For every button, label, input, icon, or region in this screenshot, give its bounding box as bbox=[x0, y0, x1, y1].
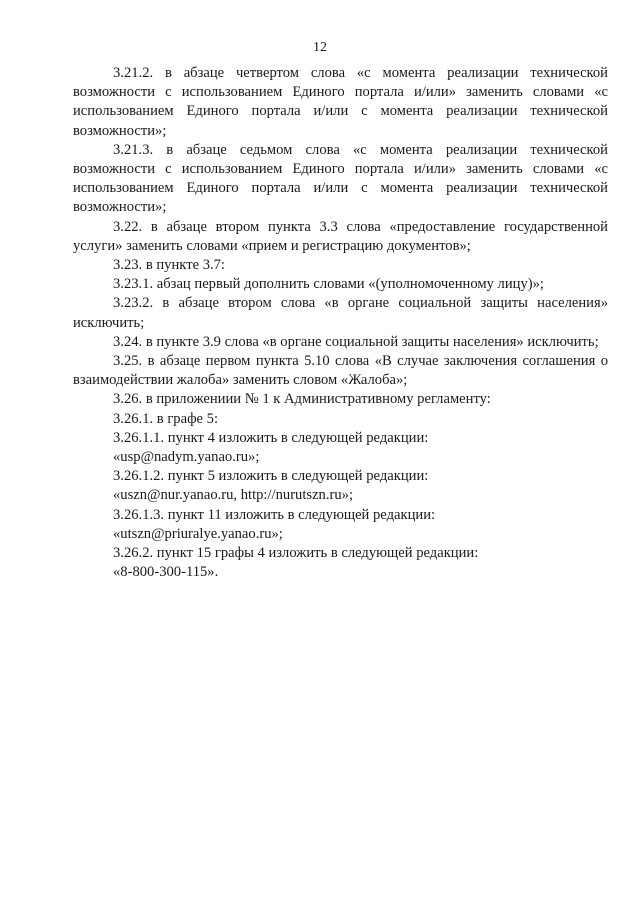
paragraph-3-21-3: 3.21.3. в абзаце седьмом слова «с момента реализации технической возможности с использованием Единого портала и/или» заменить словами «с использованием Единого портала и/или с момента реализации технической возможности»; bbox=[73, 141, 608, 216]
paragraph-3-21-2: 3.21.2. в абзаце четвертом слова «с момента реализации технической возможности с использованием Единого портала и/или» заменить словами «с использованием Единого портала и/или с момента реализации технической возможности»; bbox=[73, 65, 608, 139]
paragraph-3-26: 3.26. в приложениии № 1 к Административному регламенту: bbox=[113, 391, 491, 408]
contact-value-nur: «uszn@nur.yanao.ru, http://nurutszn.ru»; bbox=[113, 487, 354, 504]
paragraph-3-26-1-2: 3.26.1.2. пункт 5 изложить в следующей редакции: bbox=[113, 468, 429, 485]
page-number: 12 bbox=[313, 40, 327, 55]
paragraph-3-23-1: 3.23.1. абзац первый дополнить словами «(уполномоченному лицу)»; bbox=[113, 276, 544, 293]
document-body bbox=[73, 64, 608, 582]
phone-value: «8-800-300-115». bbox=[113, 564, 219, 581]
paragraph-3-26-1-1: 3.26.1.1. пункт 4 изложить в следующей редакции: bbox=[113, 429, 429, 446]
paragraph-3-24: 3.24. в пункте 3.9 слова «в органе социальной защиты населения» исключить; bbox=[113, 333, 599, 350]
paragraph-3-26-2: 3.26.2. пункт 15 графы 4 изложить в следующей редакции: bbox=[113, 545, 479, 562]
paragraph-3-25: 3.25. в абзаце первом пункта 5.10 слова «В случае заключения соглашения о взаимодействии жалоба» заменить словом «Жалоба»; bbox=[73, 353, 608, 389]
paragraph-3-23-2: 3.23.2. в абзаце втором слова «в органе социальной защиты населения» исключить; bbox=[73, 295, 608, 331]
email-value-priuralye: «utszn@priuralye.yanao.ru»; bbox=[113, 525, 283, 542]
paragraph-3-22: 3.22. в абзаце втором пункта 3.3 слова «предоставление государственной услуги» заменить словами «прием и регистрацию документов»; bbox=[73, 218, 608, 254]
paragraph-3-23: 3.23. в пункте 3.7: bbox=[113, 257, 225, 274]
email-value-nadym: «usp@nadym.yanao.ru»; bbox=[113, 449, 260, 466]
paragraph-3-26-1: 3.26.1. в графе 5: bbox=[113, 410, 219, 427]
paragraph-3-26-1-3: 3.26.1.3. пункт 11 изложить в следующей редакции: bbox=[113, 506, 436, 523]
